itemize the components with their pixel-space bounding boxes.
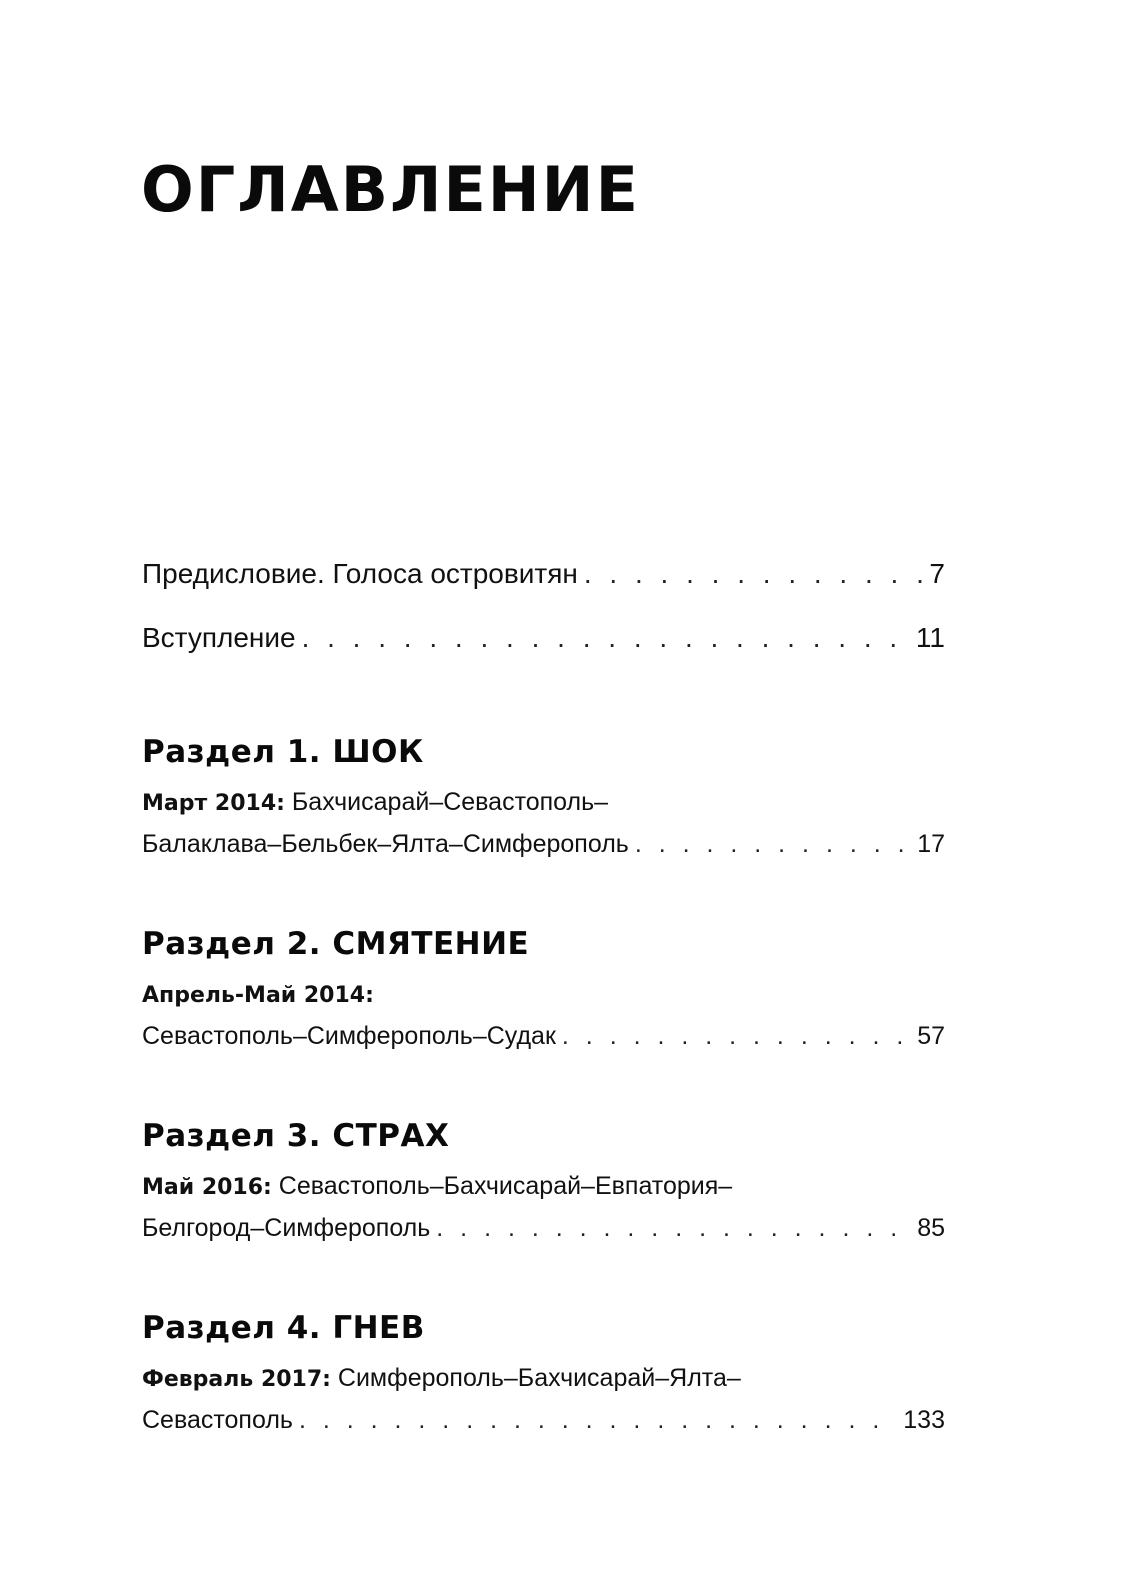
entry-page-number: 11: [915, 622, 945, 653]
dot-leader: [302, 616, 910, 660]
section-date: Март 2014:: [142, 791, 285, 816]
dot-leader: [299, 1400, 897, 1440]
entry-page-number: 85: [917, 1214, 945, 1242]
toc-section-3: [142, 1114, 945, 1248]
front-matter-list: [142, 552, 945, 660]
entry-title: Предисловие. Голоса островитян: [142, 558, 578, 589]
section-subtitle-line: [142, 1166, 945, 1208]
section-route-part: Севастополь–Бахчисарай–Евпатория–: [271, 1172, 733, 1200]
toc-entry-section-4[interactable]: [142, 1400, 945, 1440]
dot-leader: [436, 1208, 911, 1248]
section-subtitle-line: [142, 782, 945, 824]
toc-entry-section-3[interactable]: [142, 1208, 945, 1248]
section-subtitle-line: [142, 1358, 945, 1400]
toc-entry-section-2[interactable]: [142, 1016, 945, 1056]
section-date: Февраль 2017:: [142, 1367, 331, 1392]
section-title: Раздел 1. ШОК: [142, 734, 424, 770]
dot-leader: [584, 552, 924, 596]
entry-page-number: 57: [917, 1022, 945, 1050]
page-title: ОГЛАВЛЕНИЕ: [141, 153, 640, 226]
section-date: Апрель-Май 2014:: [142, 983, 374, 1008]
entry-title: Севастополь: [142, 1406, 293, 1434]
entry-page-number: 17: [917, 830, 945, 858]
section-title: Раздел 4. ГНЕВ: [142, 1310, 425, 1346]
dot-leader: [635, 824, 911, 864]
section-route-part: Бахчисарай–Севастополь–: [284, 788, 609, 816]
toc-entry-introduction[interactable]: [142, 616, 945, 660]
entry-title: Севастополь–Симферополь–Судак: [142, 1022, 556, 1050]
toc-entry-section-1[interactable]: [142, 824, 945, 864]
toc-section-1: [142, 730, 945, 864]
entry-title: Вступление: [142, 622, 296, 653]
section-route-part: Симферополь–Бахчисарай–Ялта–: [330, 1364, 741, 1392]
entry-page-number: 7: [929, 558, 945, 589]
section-title: Раздел 3. СТРАХ: [142, 1118, 450, 1154]
section-title: Раздел 2. СМЯТЕНИЕ: [142, 926, 530, 962]
toc-section-2: [142, 922, 945, 1056]
section-subtitle-line: [142, 974, 945, 1016]
section-date: Май 2016:: [142, 1175, 272, 1200]
dot-leader: [562, 1016, 911, 1056]
entry-title: Белгород–Симферополь: [142, 1214, 431, 1242]
toc-entry-preface[interactable]: [142, 552, 945, 596]
toc-section-4: [142, 1306, 945, 1440]
entry-title: Балаклава–Бельбек–Ялта–Симферополь: [142, 830, 629, 858]
entry-page-number: 133: [903, 1406, 945, 1434]
